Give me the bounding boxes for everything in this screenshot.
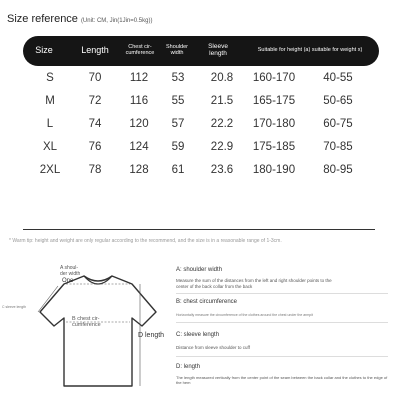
legend-a-title: A: shoulder width [176,267,223,273]
cell-height: 175-185 [252,141,296,153]
cell-sleeve: 20.8 [210,72,234,84]
cell-shoulder: 55 [171,95,185,107]
cell-shoulder: 59 [171,141,185,153]
legend-separator [176,356,388,357]
cell-sleeve: 21.5 [210,95,234,107]
diagram-one-label: One [62,278,74,284]
cell-chest: 124 [129,141,149,153]
tshirt-diagram [18,262,180,396]
tshirt-outline [40,276,156,386]
warm-tip: * Warm tip: height and weight are only regular according to the recommend, and the size is in a reasonable range of 1-3cm. [9,238,282,244]
legend-b-title: B: chest circumference [176,299,238,305]
legend-c-title: C: sleeve length [176,332,220,338]
cell-weight: 50-65 [323,95,353,107]
legend-separator [176,322,388,323]
cell-weight: 70-85 [323,141,353,153]
header-shoulder: Shoulder width [165,44,189,56]
legend-d-title: D: length [176,364,201,370]
cell-size: XL [42,141,58,153]
cell-height: 160-170 [252,72,296,84]
legend-c-desc: Distance from sleeve shoulder to cuff [176,345,250,350]
title-text: Size reference [7,13,78,25]
unit-note: (Unit: CM, Jin(1Jin=0.5kg)) [80,18,153,24]
cell-height: 165-175 [252,95,296,107]
cell-size: M [45,95,55,107]
header-sleeve: Sleeve length [208,43,228,57]
header-size: Size [35,45,53,56]
cell-size: L [46,118,54,130]
cell-chest: 128 [129,164,149,176]
legend-b-desc: Horizontally measure the circumference of the clothes around the chest under the armpit [176,313,313,317]
diagram-shoulder-label: A shoul- der width [60,265,81,277]
cell-chest: 112 [129,72,149,84]
legend-a-desc: Measure the sum of the distances from the left and right shoulder points to the center of the back collar from the back [176,278,332,289]
cell-weight: 80-95 [323,164,353,176]
cell-shoulder: 57 [171,118,185,130]
cell-size: 2XL [39,164,61,176]
cell-height: 180-190 [252,164,296,176]
cell-sleeve: 23.6 [210,164,234,176]
cell-shoulder: 53 [171,72,185,84]
cell-length: 72 [88,95,102,107]
legend-separator [176,293,388,294]
cell-chest: 116 [129,95,149,107]
header-suitable: Suitable for height (a) suitable for weight x) [257,47,363,54]
cell-length: 76 [88,141,102,153]
cell-length: 78 [88,164,102,176]
cell-size: S [46,72,54,84]
header-chest: Chest cir- cumference [125,44,155,56]
cell-shoulder: 61 [171,164,185,176]
cell-length: 74 [88,118,102,130]
header-length: Length [81,45,109,56]
legend-d-desc: The length measured vertically from the center point of the seam between the back collar and the clothes to the edge of the hem [176,375,388,385]
diagram-length-label: D length [138,332,165,339]
diagram-chest-label: B chest cir- cumference [72,316,101,329]
cell-chest: 120 [129,118,149,130]
cell-weight: 60-75 [323,118,353,130]
diagram-sleeve-label: C sleeve length [2,305,27,309]
cell-sleeve: 22.9 [210,141,234,153]
cell-height: 170-180 [252,118,296,130]
section-divider [23,229,375,230]
cell-length: 70 [88,72,102,84]
cell-weight: 40-55 [323,72,353,84]
cell-sleeve: 22.2 [210,118,234,130]
